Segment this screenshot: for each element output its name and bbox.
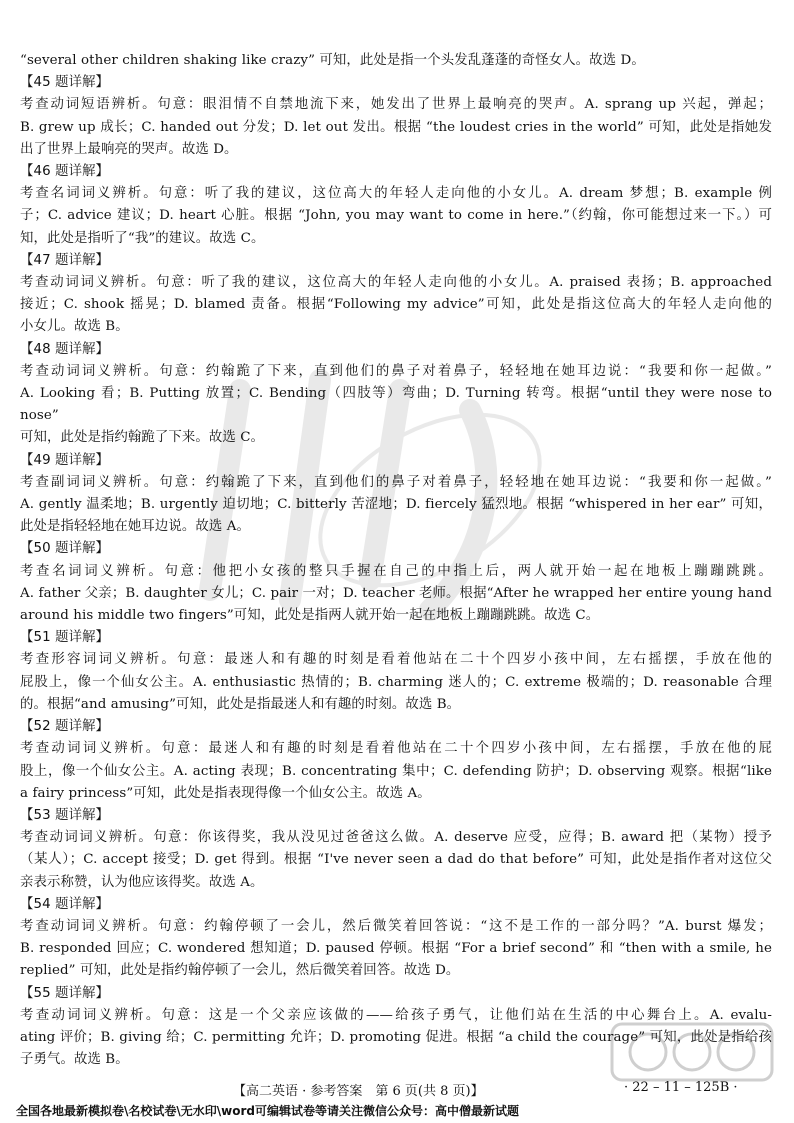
explanation-line: 的。根据“and amusing”可知，此处是指最迷人和有趣的时刻。故选 B。 — [20, 696, 461, 712]
question-heading: 【49 题详解】 — [20, 452, 110, 468]
explanation-line: 考查形容词词义辨析。句意：最迷人和有趣的时刻是看着他站在二十个四岁小孩中间，左右摇摆，手放在他的 — [20, 652, 772, 668]
promo-banner: 全国各地最新模拟卷\名校试卷\无水印\word可编辑试卷等请关注微信公众号：高中僧最新试题 — [16, 1104, 519, 1118]
explanation-line: a fairy princess”可知，此处是指表现得像一个仙女公主。故选 A。 — [20, 785, 431, 801]
explanation-line: replied” 可知，此处是指约翰停顿了一会儿，然后微笑着回答。故选 D。 — [20, 963, 460, 979]
explanation-line: 可知，此处是指约翰跪了下来。故选 C。 — [20, 430, 265, 446]
question-heading: 【48 题详解】 — [20, 341, 110, 357]
explanation-line: 考查名词词义辨析。句意：听了我的建议，这位高大的年轻人走向他的小女儿。A. dream 梦想；B. example 例 — [20, 186, 772, 202]
explanation-line: “several other children shaking like crazy” 可知，此处是指一个头发乱蓬蓬的奇怪女人。故选 D。 — [20, 53, 645, 68]
question-heading: 【55 题详解】 — [20, 985, 110, 1001]
question-heading: 【46 题详解】 — [20, 164, 110, 180]
explanation-line: around his middle two fingers”可知，此处是指两人就开始一起在地板上蹦蹦跳跳。故选 C。 — [20, 608, 600, 624]
explanation-line: （某人）；C. accept 接受；D. get 得到。根据 “I've never seen a dad do that before” 可知，此处是指作者对这位父 — [20, 852, 772, 868]
explanation-line: 亲表示称赞，认为他应该得奖。故选 A。 — [20, 874, 264, 890]
explanation-line: 考查动词词义辨析。句意：这是一个父亲应该做的——给孩子勇气，让他们站在生活的中心舞台上。A. evalu- — [20, 1007, 772, 1023]
question-heading: 【45 题详解】 — [20, 75, 110, 91]
explanation-line: 子；C. advice 建议；D. heart 心脏。根据 “John, you may want to come in here.”（约翰，你可能想过来一下。）可 — [20, 208, 772, 224]
explanation-line: 股上，像一个仙女公主。A. acting 表现；B. concentrating 集中；C. defending 防护；D. observing 观察。根据“like — [20, 763, 772, 779]
question-heading: 【50 题详解】 — [20, 541, 110, 557]
question-heading: 【47 题详解】 — [20, 252, 110, 268]
explanation-line: 考查动词词义辨析。句意：约翰停顿了一会儿，然后微笑着回答说：“这不是工作的一部分吗？”A. burst 爆发； — [20, 918, 772, 934]
explanation-line: 子勇气。故选 B。 — [20, 1052, 129, 1068]
explanation-line: 考查动词词义辨析。句意：听了我的建议，这位高大的年轻人走向他的小女儿。A. praised 表扬；B. approached — [20, 275, 772, 291]
explanation-line: 此处是指轻轻地在她耳边说。故选 A。 — [20, 519, 250, 535]
explanation-line: 接近；C. shook 摇晃；D. blamed 责备。根据“Following my advice”可知，此处是指这位高大的年轻人走向他的 — [20, 297, 772, 313]
explanation-line: ating 评价；B. giving 给；C. permitting 允许；D. promoting 促进。根据 “a child the courage” 可知，此处是指给孩 — [20, 1029, 772, 1045]
explanation-line: 出了世界上最响亮的哭声。故选 D。 — [20, 141, 238, 157]
question-heading: 【51 题详解】 — [20, 630, 110, 646]
footer-page-info: 【高二英语 · 参考答案 第 6 页(共 8 页)】 — [233, 1084, 484, 1099]
explanation-line: 知，此处是指听了“我”的建议。故选 C。 — [20, 230, 265, 246]
question-heading: 【53 题详解】 — [20, 807, 110, 823]
answer-explanations — [20, 50, 772, 1071]
explanation-line: 考查动词短语辨析。句意：眼泪情不自禁地流下来，她发出了世界上最响亮的哭声。A. sprang up 兴起，弹起； — [20, 97, 772, 113]
explanation-line: A. Looking 看；B. Putting 放置；C. Bending（四肢等）弯曲；D. Turning 转弯。根据“until they were nose to nose” — [20, 386, 772, 424]
question-heading: 【52 题详解】 — [20, 719, 110, 735]
explanation-line: 屁股上，像一个仙女公主。A. enthusiastic 热情的；B. charming 迷人的；C. extreme 极端的；D. reasonable 合理 — [20, 674, 772, 690]
explanation-line: 考查名词词义辨析。句意：他把小女孩的整只手握在自己的中指上后，两人就开始一起在地板上蹦蹦跳跳。 — [20, 563, 772, 579]
explanation-line: 考查动词词义辨析。句意：约翰跪了下来，直到他们的鼻子对着鼻子，轻轻地在她耳边说：“我要和你一起做。” — [20, 363, 772, 379]
explanation-line: 小女儿。故选 B。 — [20, 319, 129, 335]
explanation-line: 考查副词词义辨析。句意：约翰跪了下来，直到他们的鼻子对着鼻子，轻轻地在她耳边说：“我要和你一起做。” — [20, 474, 772, 490]
explanation-line: A. gently 温柔地；B. urgently 迫切地；C. bitterly 苦涩地；D. fiercely 猛烈地。根据 “whispered in her ear” 可知， — [20, 497, 772, 513]
explanation-line: 考查动词词义辨析。句意：最迷人和有趣的时刻是看着他站在二十个四岁小孩中间，左右摇摆，手放在他的屁 — [20, 741, 772, 757]
explanation-line: 考查动词词义辨析。句意：你该得奖，我从没见过爸爸这么做。A. deserve 应受，应得；B. award 把（某物）授予 — [20, 830, 772, 846]
question-heading: 【54 题详解】 — [20, 896, 110, 912]
explanation-line: A. father 父亲；B. daughter 女儿；C. pair 一对；D. teacher 老师。根据“After he wrapped her entire young hand — [20, 585, 772, 601]
explanation-line: B. grew up 成长；C. handed out 分发；D. let out 发出。根据 “the loudest cries in the world” 可知，此处是指她发 — [20, 119, 772, 135]
explanation-line: B. responded 回应；C. wondered 想知道；D. paused 停顿。根据 “For a brief second” 和 “then with a smile, he — [20, 941, 772, 957]
footer-code: · 22 – 11 – 125B · — [624, 1080, 738, 1095]
page-footer — [0, 1080, 794, 1100]
